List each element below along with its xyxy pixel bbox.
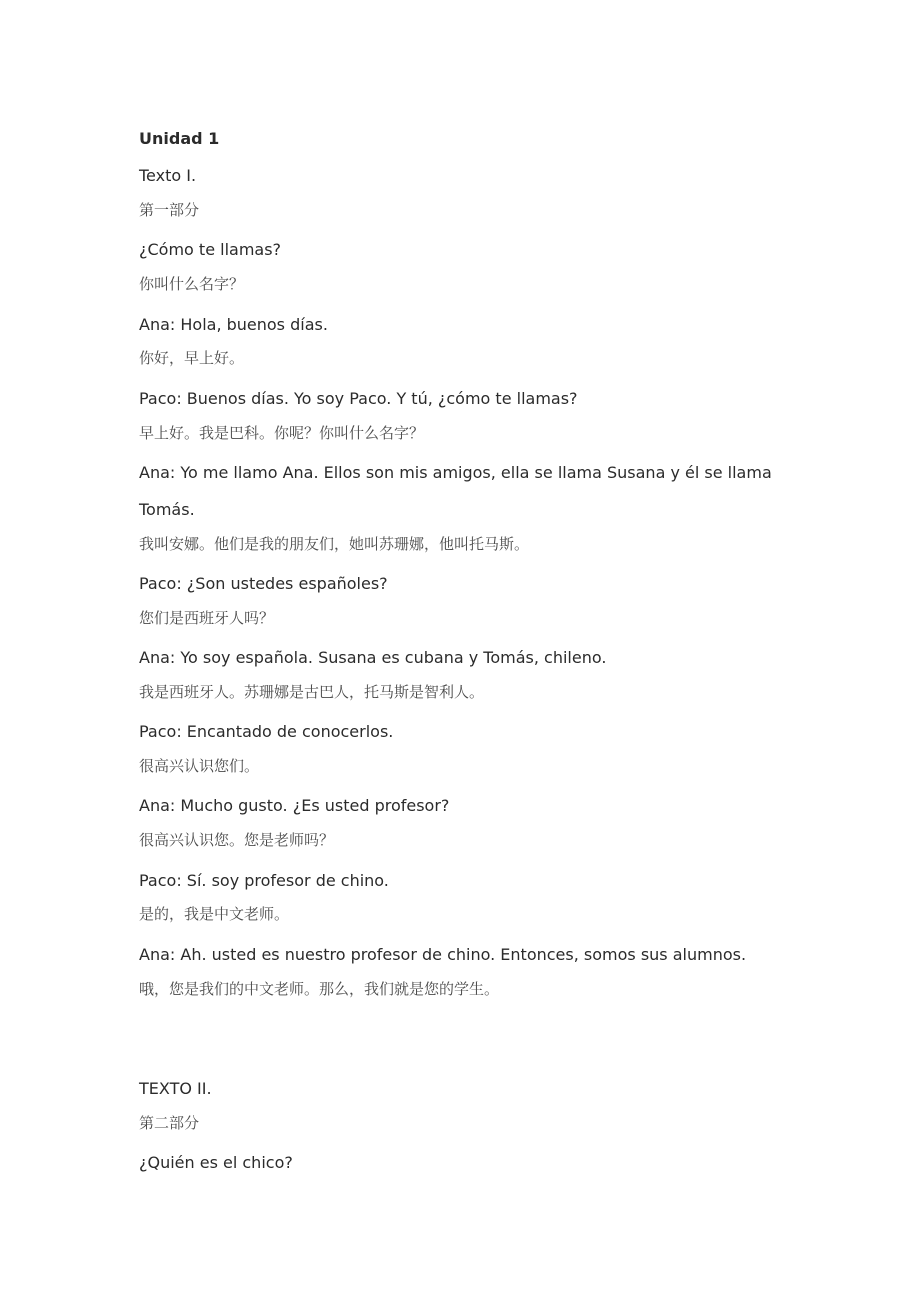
dialogue-line-es: Ana: Yo me llamo Ana. Ellos son mis amigos, ella se llama Susana y él se llama: [139, 463, 772, 482]
dialogue-line-zh: 很高兴认识您们。: [139, 757, 260, 775]
dialogue-line-es: Ana: Hola, buenos días.: [139, 315, 328, 334]
text1-title-zh: 你叫什么名字？: [139, 275, 245, 293]
dialogue-line-zh: 我叫安娜。他们是我的朋友们，她叫苏珊娜，他叫托马斯。: [139, 535, 530, 553]
dialogue-line-zh: 是的，我是中文老师。: [139, 905, 290, 923]
dialogue-line-es-continuation: Tomás.: [139, 500, 195, 519]
unit-title: Unidad 1: [139, 129, 220, 148]
text2-heading: TEXTO II.: [139, 1079, 212, 1098]
dialogue-line-es: Paco: ¿Son ustedes españoles?: [139, 574, 388, 593]
text2-part-label: 第二部分: [139, 1114, 200, 1132]
dialogue-line-es: Ana: Ah. usted es nuestro profesor de chino. Entonces, somos sus alumnos.: [139, 945, 747, 964]
dialogue-line-es: Ana: Mucho gusto. ¿Es usted profesor?: [139, 796, 450, 815]
text1-title-es: ¿Cómo te llamas?: [139, 240, 282, 259]
text2-title-es: ¿Quién es el chico?: [139, 1153, 293, 1172]
dialogue-line-es: Paco: Encantado de conocerlos.: [139, 722, 394, 741]
text1-part-label: 第一部分: [139, 201, 200, 219]
dialogue-line-es: Paco: Buenos días. Yo soy Paco. Y tú, ¿cómo te llamas?: [139, 389, 578, 408]
dialogue-line-zh: 你好，早上好。: [139, 349, 245, 367]
dialogue-line-zh: 哦，您是我们的中文老师。那么，我们就是您的学生。: [139, 980, 500, 998]
dialogue-line-zh: 很高兴认识您。您是老师吗？: [139, 831, 335, 849]
dialogue-line-es: Ana: Yo soy española. Susana es cubana y Tomás, chileno.: [139, 648, 607, 667]
dialogue-line-zh: 我是西班牙人。苏珊娜是古巴人，托马斯是智利人。: [139, 683, 485, 701]
text1-heading: Texto I.: [139, 166, 197, 185]
dialogue-line-zh: 您们是西班牙人吗？: [139, 609, 275, 627]
dialogue-line-zh: 早上好。我是巴科。你呢？你叫什么名字？: [139, 424, 425, 442]
dialogue-line-es: Paco: Sí. soy profesor de chino.: [139, 871, 389, 890]
